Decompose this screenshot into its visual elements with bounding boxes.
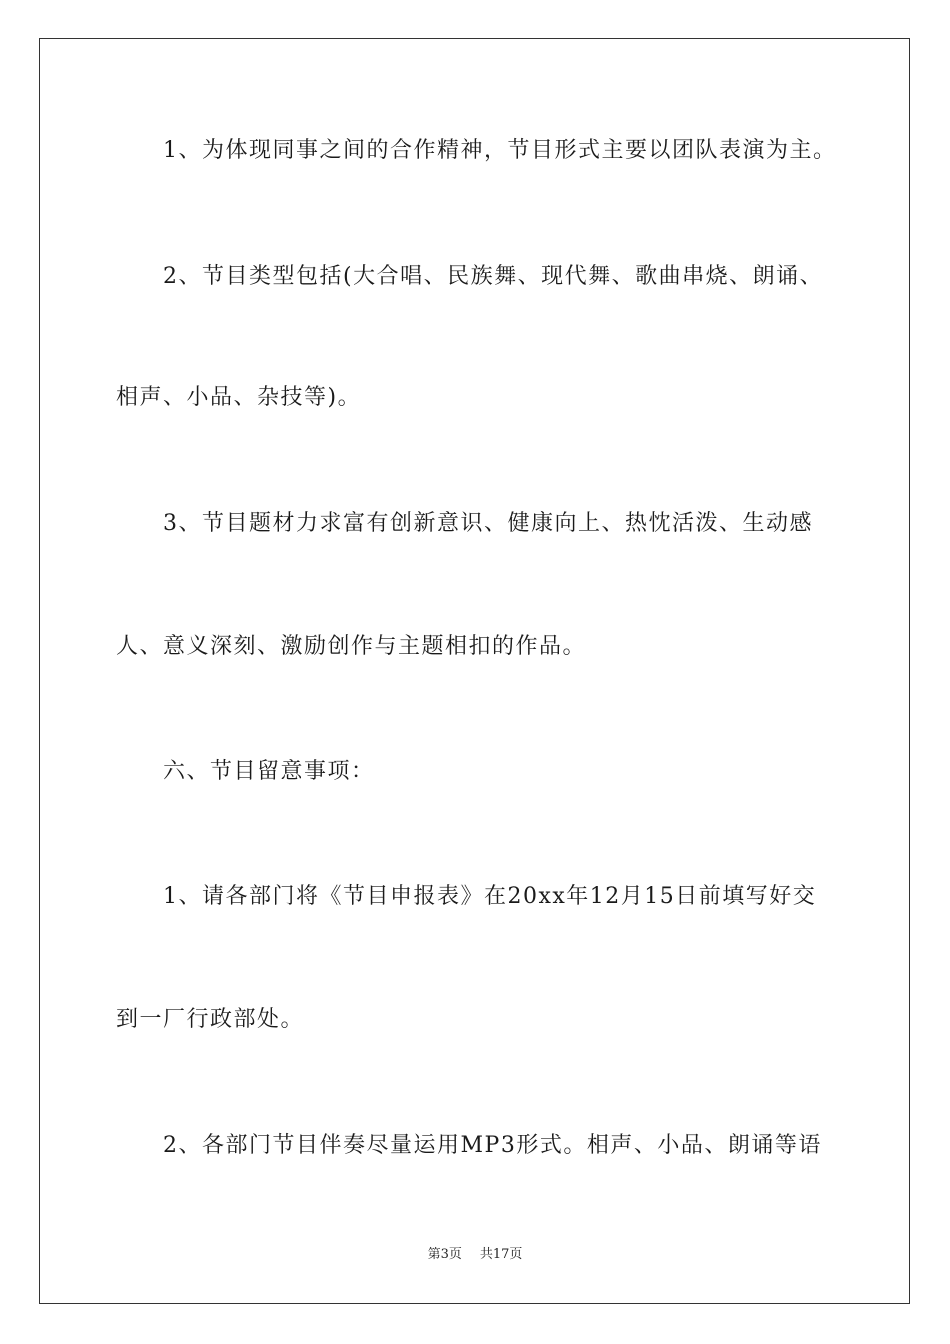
paragraph-2-line-2: 相声、小品、杂技等)。	[116, 385, 362, 410]
section-heading: 六、节目留意事项：	[163, 759, 375, 784]
paragraph-1-line-1: 1、为体现同事之间的合作精神，节目形式主要以团队表演为主。	[163, 138, 837, 163]
total-pages: 共17页	[479, 1247, 523, 1262]
page-number: 第3页	[427, 1247, 462, 1262]
page-footer	[0, 1246, 950, 1264]
paragraph-5-line-2: 到一厂行政部处。	[116, 1007, 305, 1032]
paragraph-3-line-1: 3、节目题材力求富有创新意识、健康向上、热忱活泼、生动感	[163, 511, 813, 536]
paragraph-6-line-1: 2、各部门节目伴奏尽量运用MP3形式。相声、小品、朗诵等语	[163, 1133, 822, 1158]
paragraph-3-line-2: 人、意义深刻、激励创作与主题相扣的作品。	[116, 634, 587, 659]
paragraph-2-line-1: 2、节目类型包括(大合唱、民族舞、现代舞、歌曲串烧、朗诵、	[163, 264, 824, 289]
paragraph-5-line-1: 1、请各部门将《节目申报表》在20xx年12月15日前填写好交	[163, 884, 817, 909]
page-border	[39, 38, 910, 1304]
